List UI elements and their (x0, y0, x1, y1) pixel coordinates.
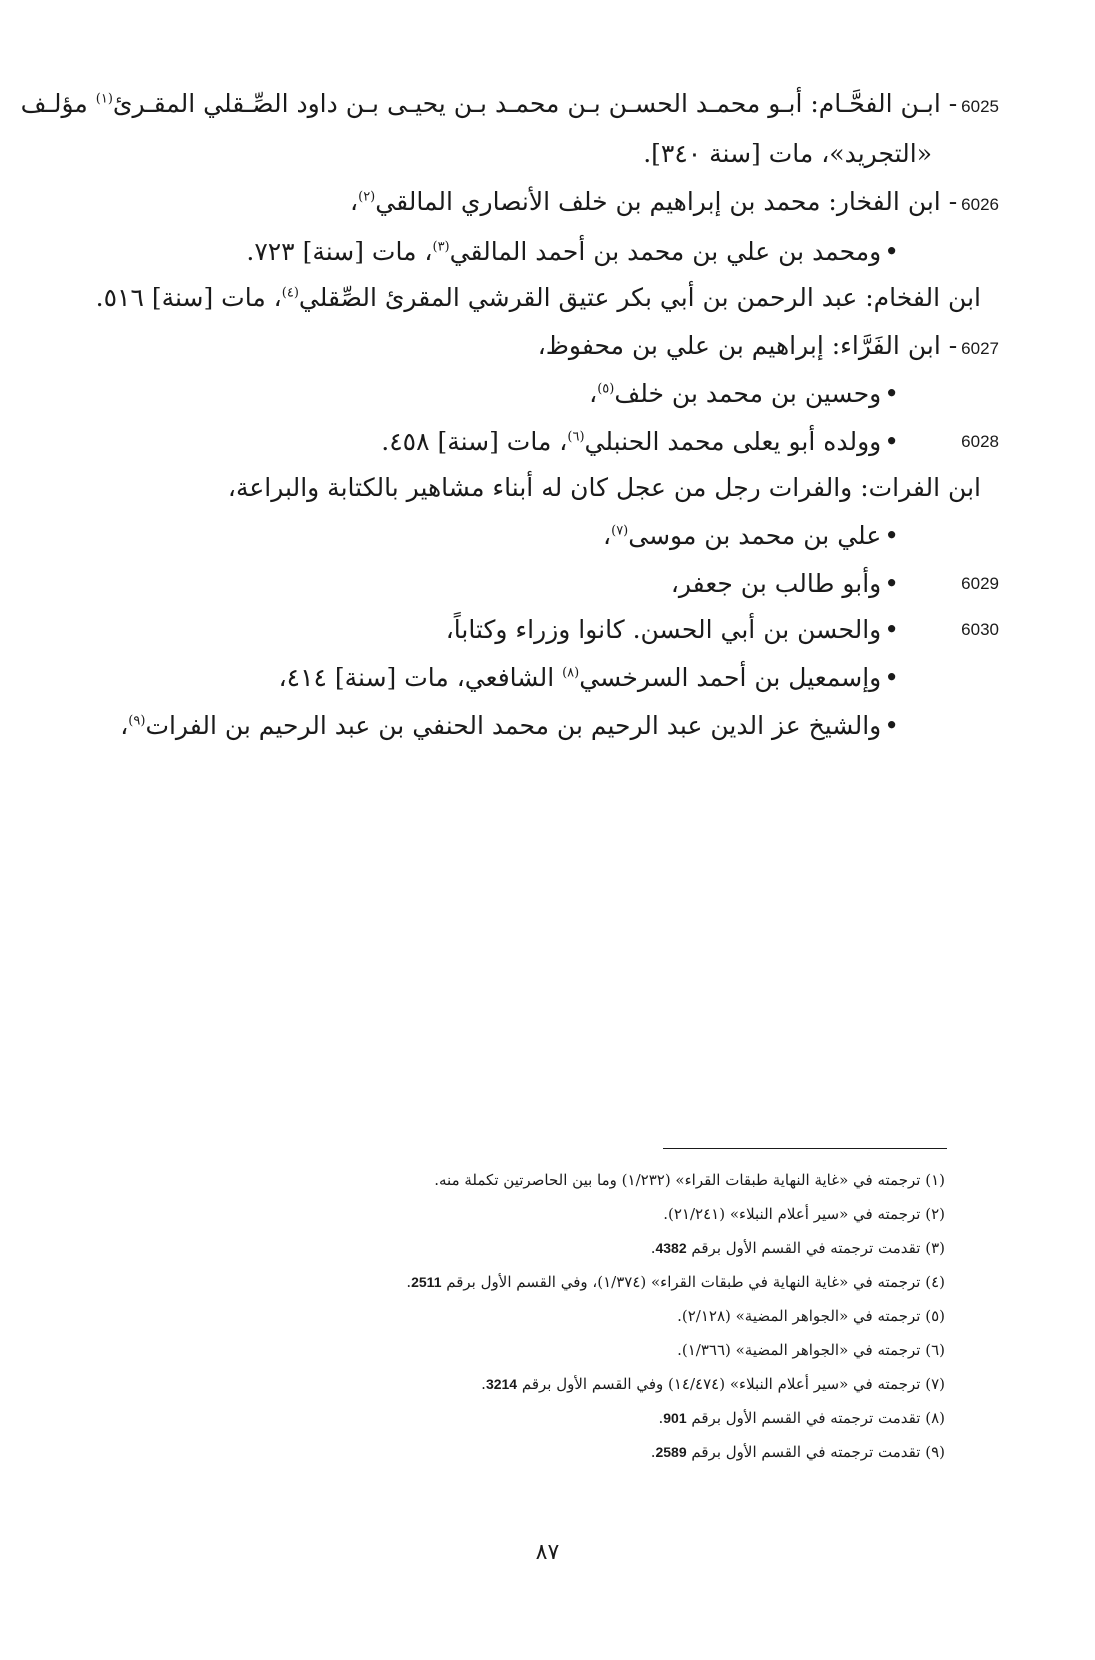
footnote-2 (96, 1202, 945, 1226)
entry-number-margin: 6028 (961, 432, 999, 451)
sub-entry-end: ، (603, 521, 612, 550)
footnote-marker[interactable]: (٤) (281, 285, 299, 301)
footnote-text: تقدمت ترجمته في القسم الأول برقم (686, 1239, 921, 1257)
entry-6030 (96, 612, 899, 648)
footnote-marker[interactable]: (٦) (567, 429, 585, 445)
bullet-icon: • (884, 379, 899, 408)
footnote-text: ترجمته في «غاية النهاية طبقات القراء» (١/٢٣٢) وما بين الحاصرتين تكملة منه. (434, 1171, 921, 1189)
entry-6029 (96, 566, 899, 602)
sub-entry-text: ومحمد بن علي بن محمد بن أحمد المالقي (449, 237, 882, 266)
entry-number: 6026 (961, 195, 999, 214)
footnote-marker[interactable]: (٨) (562, 665, 580, 681)
entry-6025-line-1: 6025- ابـن الفحَّـام: أبـو محمـد الحسـن بـن محمـد بـن يحيـى بـن داود الصِّـقلي المقـرئ$^{(١)}$ مؤلـف (20, 89, 999, 118)
entry-number-margin: 6030 (961, 620, 999, 639)
cross-reference-number[interactable]: 3214 (485, 1376, 518, 1392)
footnote-3 (96, 1236, 945, 1260)
footnote-text: ترجمته في «سير أعلام النبلاء» (١٤/٤٧٤) وفي القسم الأول برقم (517, 1375, 921, 1393)
footnote-marker[interactable]: (٧) (611, 523, 629, 539)
sub-entry-text: علي بن محمد بن موسى (628, 521, 882, 550)
entry-6030-sub-2 (96, 708, 899, 744)
footnote-end: . (650, 1443, 656, 1461)
sub-entry-text: والشيخ عز الدين عبد الرحيم بن محمد الحنفي بن عبد الرحيم بن الفرات (145, 711, 882, 740)
entry-text: ابن الفخار: محمد بن إبراهيم بن خلف الأنصاري المالقي (375, 187, 941, 216)
footnote-text: ترجمته في «سير أعلام النبلاء» (٢١/٢٤١). (663, 1205, 921, 1223)
footnote-end: . (658, 1409, 664, 1427)
footnote-text: ترجمته في «الجواهر المضية» (٢/١٢٨). (677, 1307, 921, 1325)
footnote-5 (96, 1304, 945, 1328)
entry-6026-sub (96, 234, 899, 270)
footnote-text: ترجمته في «غاية النهاية في طبقات القراء» (١/٣٧٤)، وفي القسم الأول برقم (441, 1273, 921, 1291)
entry-text: ابن الفخام: عبد الرحمن بن أبي بكر عتيق القرشي المقرئ الصِّقلي (298, 283, 981, 312)
footnote-text: ترجمته في «الجواهر المضية» (١/٣٦٦). (677, 1341, 921, 1359)
entry-text-end: ، مات [سنة] ٥١٦. (95, 283, 282, 312)
footnote-mark: (٧) (925, 1375, 945, 1393)
footnote-8 (96, 1406, 945, 1430)
sub-entry-text: وإسمعيل بن أحمد السرخسي (579, 663, 882, 692)
footnote-6 (96, 1338, 945, 1362)
footnote-mark: (٥) (925, 1307, 945, 1325)
bullet-icon: • (884, 569, 899, 598)
bullet-icon: • (884, 427, 899, 456)
cross-reference-number[interactable]: 901 (663, 1410, 687, 1426)
footnote-mark: (٤) (925, 1273, 945, 1291)
footnote-marker[interactable]: (٩) (128, 713, 146, 729)
entry-ibn-al-furat (96, 470, 981, 506)
entry-6028 (96, 424, 899, 460)
entry-text: ابن الفرات: والفرات رجل من عجل كان له أبناء مشاهير بالكتابة والبراعة، (227, 473, 981, 502)
entry-furat-sub-1 (96, 518, 899, 554)
cross-reference-number[interactable]: 2589 (655, 1444, 687, 1460)
footnote-end: . (481, 1375, 486, 1393)
cross-reference-number[interactable]: 4382 (655, 1240, 687, 1256)
sub-entry-end: ، مات [سنة] ٧٢٣. (246, 237, 433, 266)
entry-6025-line-2 (96, 136, 932, 172)
footnote-mark: (٣) (925, 1239, 945, 1257)
sub-entry-text: وحسين بن محمد بن خلف (614, 379, 882, 408)
footnote-marker[interactable]: (٢) (358, 189, 376, 205)
entry-6027: 6027- ابن الفَرَّاء: إبراهيم بن علي بن محفوظ، (537, 331, 999, 360)
entry-number: 6027 (961, 339, 999, 358)
sub-entry-end: ، (120, 711, 129, 740)
page-number: ٨٧ (535, 1540, 560, 1565)
footnote-marker[interactable]: (٣) (432, 239, 450, 255)
entry-6027-sub (96, 376, 899, 412)
entry-text: والحسن بن أبي الحسن. كانوا وزراء وكتاباً، (445, 615, 882, 644)
cross-reference-number[interactable]: 2511 (411, 1274, 442, 1290)
entry-6026: 6026- ابن الفخار: محمد بن إبراهيم بن خلف الأنصاري المالقي$^{(٢)}$، (350, 187, 999, 216)
footnote-text: تقدمت ترجمته في القسم الأول برقم (686, 1409, 921, 1427)
entry-number-margin: 6029 (961, 574, 999, 593)
footnote-separator (663, 1148, 947, 1149)
entry-text: وولده أبو يعلى محمد الحنبلي (584, 427, 882, 456)
footnote-mark: (٢) (925, 1205, 945, 1223)
bullet-icon: • (884, 237, 899, 266)
footnote-text: تقدمت ترجمته في القسم الأول برقم (686, 1443, 921, 1461)
footnote-end: . (650, 1239, 656, 1257)
entry-text: «التجريد»، مات [سنة ٣٤٠]. (643, 139, 932, 168)
entry-number: 6025 (961, 97, 999, 116)
footnote-marker[interactable]: (١) (95, 91, 113, 107)
footnote-marker[interactable]: (٥) (597, 381, 615, 397)
bullet-icon: • (884, 521, 899, 550)
footnote-9 (96, 1440, 945, 1464)
entry-text-end: مؤلـف (20, 89, 96, 118)
entry-text-end: ، مات [سنة] ٤٥٨. (381, 427, 568, 456)
entry-text-end: ، (350, 187, 359, 216)
entry-6030-sub-1 (96, 660, 899, 696)
entry-ibn-al-fakhkham (96, 280, 981, 316)
footnote-mark: (٩) (925, 1443, 945, 1461)
footnote-mark: (٦) (925, 1341, 945, 1359)
entry-text: ابـن الفحَّـام: أبـو محمـد الحسـن بـن محمـد بـن يحيـى بـن داود الصِّـقلي المقـرئ (112, 89, 941, 118)
bullet-icon: • (884, 663, 899, 692)
entry-text: ابن الفَرَّاء: إبراهيم بن علي بن محفوظ، (537, 331, 941, 360)
footnote-mark: (٨) (925, 1409, 945, 1427)
sub-entry-end: ، (589, 379, 598, 408)
entry-text: وأبو طالب بن جعفر، (670, 569, 882, 598)
footnote-7 (96, 1372, 945, 1396)
footnote-end: . (406, 1273, 412, 1291)
footnote-4 (96, 1270, 945, 1294)
footnote-1 (96, 1168, 945, 1192)
bullet-icon: • (884, 615, 899, 644)
sub-entry-end: الشافعي، مات [سنة] ٤١٤، (278, 663, 563, 692)
bullet-icon: • (884, 711, 899, 740)
footnote-mark: (١) (925, 1171, 945, 1189)
